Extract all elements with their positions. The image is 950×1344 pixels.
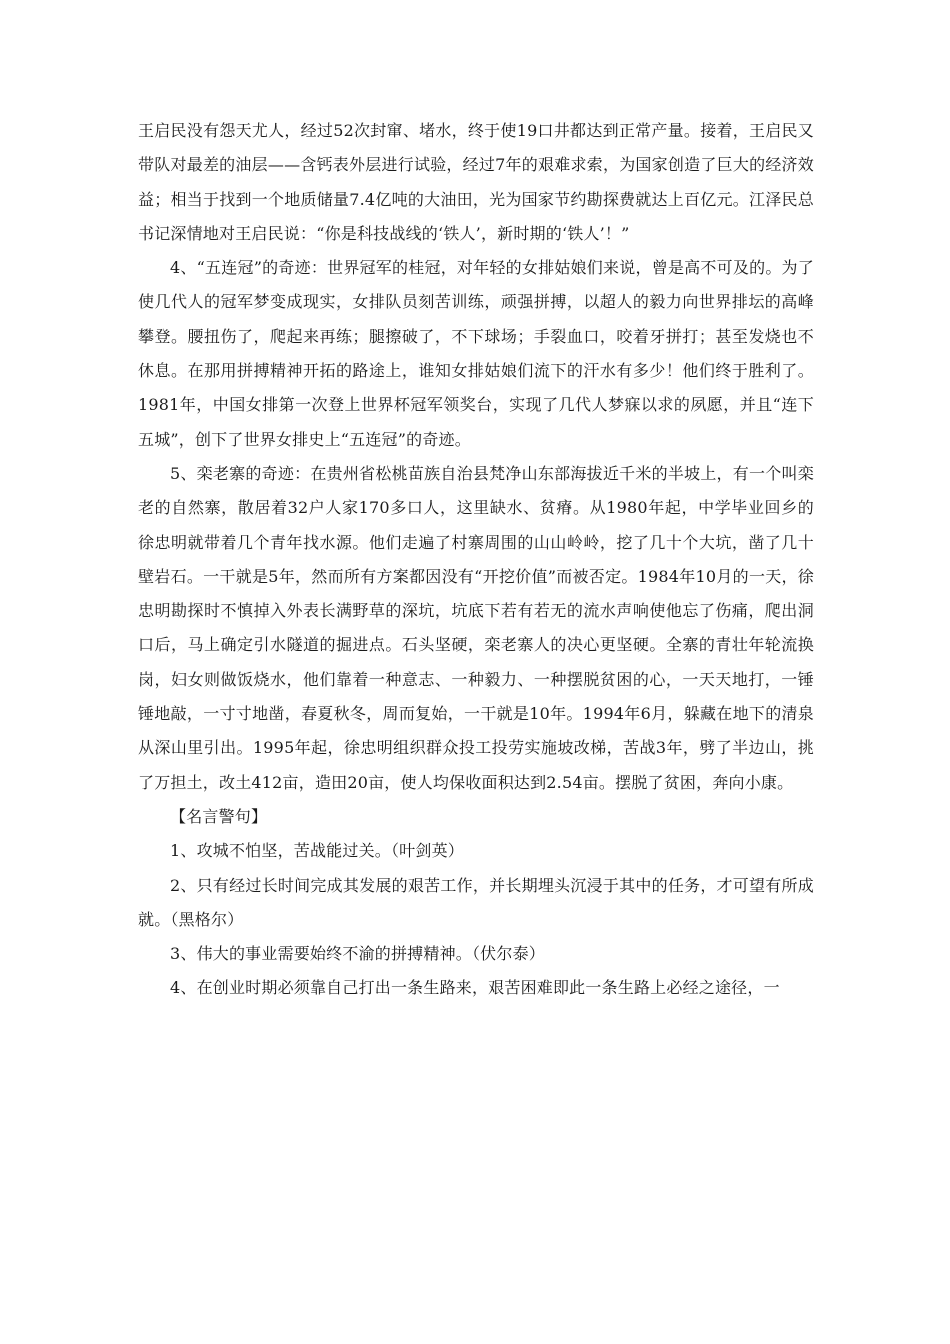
quote-item: 3、伟大的事业需要始终不渝的拼搏精神。（伏尔泰）	[170, 944, 545, 964]
paragraph-luanlao-village: 5、栾老寨的奇迹：在贵州省松桃苗族自治县梵净山东部海拔近千米的半坡上，有一个叫栾老的自然寨，散居着32户人家170多口人，这里缺水、贫瘠。从1980年起，中学毕业回乡的徐忠明就带着几个青年找水源。他们走遍了村寨周围的山山岭岭，挖了几十个大坑，凿了几十壁岩石。一干就是5年，然而所有方案都因没有“开挖价值”而被否定。1984年10月的一天，徐忠明勘探时不慎掉入外表长满野草的深坑，坑底下若有若无的流水声响使他忘了伤痛，爬出洞口后，马上确定引水隧道的掘进点。石头坚硬，栾老寨人的决心更坚硬。全寨的青壮年轮流换岗，妇女则做饭烧水，他们靠着一种意志、一种毅力、一种摆脱贫困的心，一天天地打，一锤锤地敲，一寸寸地凿，春夏秋冬，周而复始，一干就是10年。1994年6月，躲藏在地下的清泉从深山里引出。1995年起，徐忠明组织群众投工投劳实施坡改梯，苦战3年，劈了半边山，挑了万担土，改土412亩，造田20亩，使人均保收面积达到2.54亩。摆脱了贫困，奔向小康。	[138, 463, 814, 792]
paragraph-women-volleyball: 4、“五连冠”的奇迹：世界冠军的桂冠，对年轻的女排姑娘们来说，曾是高不可及的。为了使几代人的冠军梦变成现实，女排队员刻苦训练，顽强拼搏，以超人的毅力向世界排坛的高峰攀登。腰扭伤了，爬起来再练；腿擦破了，不下球场；手裂血口，咬着牙拼打；甚至发烧也不休息。在那用拼搏精神开拓的路途上，谁知女排姑娘们流下的汗水有多少！他们终于胜利了。1981年，中国女排第一次登上世界杯冠军领奖台，实现了几代人梦寐以求的夙愿，并且“连下五城”，创下了世界女排史上“五连冠”的奇迹。	[138, 258, 814, 449]
quote-item: 2、只有经过长时间完成其发展的艰苦工作，并长期埋头沉浸于其中的任务，才可望有所成就。（黑格尔）	[138, 875, 814, 929]
quote-item: 1、攻城不怕坚，苦战能过关。（叶剑英）	[170, 841, 464, 861]
document-page	[138, 114, 814, 1006]
quote-item: 4、在创业时期必须靠自己打出一条生路来，艰苦困难即此一条生路上必经之途径，一	[170, 978, 780, 998]
paragraph-wang-qimin-continued: 王启民没有怨天尤人，经过52次封窜、堵水，终于使19口井都达到正常产量。接着，王启民又带队对最差的油层——含钙表外层进行试验，经过7年的艰难求索，为国家创造了巨大的经济效益；相当于找到一个地质储量7.4亿吨的大油田，光为国家节约勘探费就达上百亿元。江泽民总书记深情地对王启民说：“你是科技战线的‘铁人’，新时期的‘铁人’！”	[138, 121, 814, 243]
section-heading-quotes: 【名言警句】	[170, 806, 268, 826]
